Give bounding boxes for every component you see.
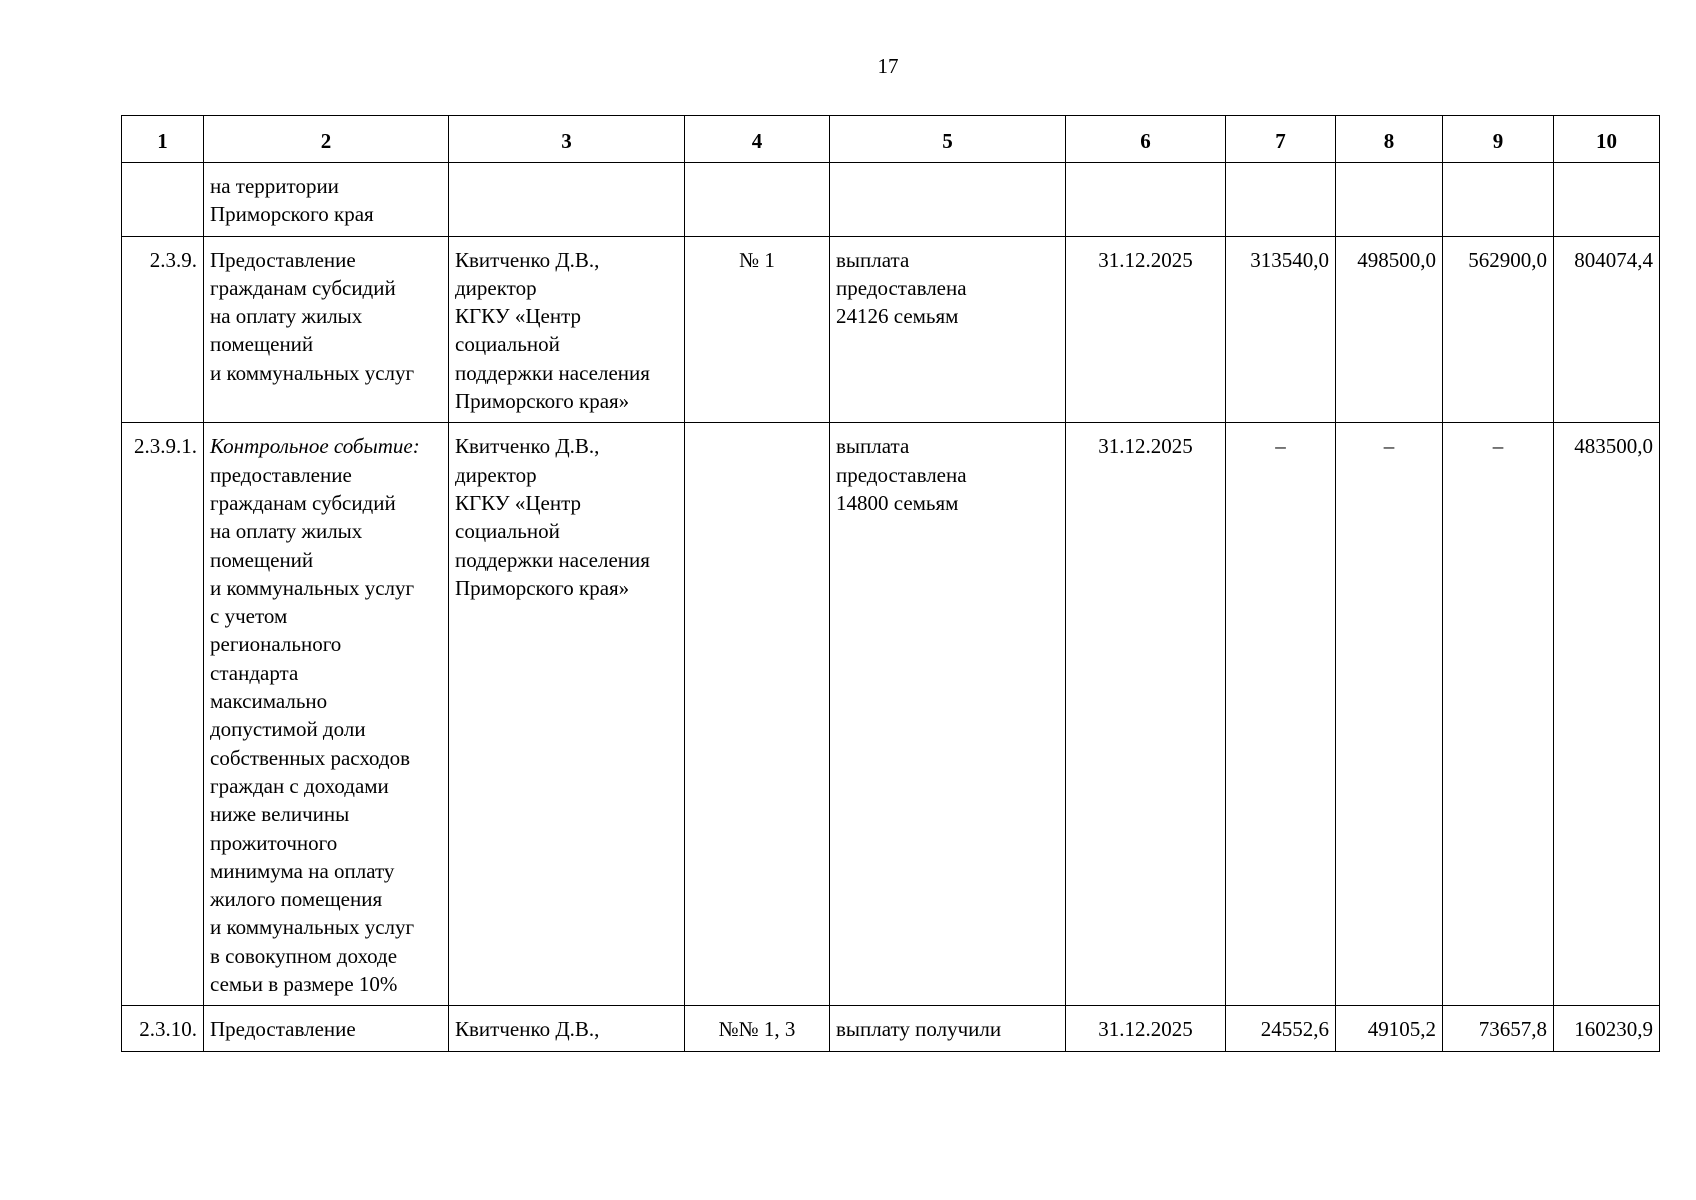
table-row [122, 1006, 1660, 1051]
activity-cell: на территории Приморского края [204, 163, 449, 237]
col-header-10: 10 [1554, 116, 1660, 163]
col-header-5: 5 [830, 116, 1066, 163]
reference-cell [685, 163, 830, 237]
date-cell [1066, 163, 1226, 237]
value-cell-10: 804074,4 [1554, 236, 1660, 423]
document-table [121, 115, 1660, 1052]
control-event-label: Контрольное событие: [210, 434, 420, 459]
value-cell-10: 160230,9 [1554, 1006, 1660, 1051]
value-cell-8 [1336, 163, 1443, 237]
row-number-cell: 2.3.10. [122, 1006, 204, 1051]
table-row [122, 236, 1660, 423]
value-cell-8: 498500,0 [1336, 236, 1443, 423]
activity-cell [204, 423, 449, 1006]
row-number-cell [122, 163, 204, 237]
col-header-7: 7 [1226, 116, 1336, 163]
value-cell-7: 313540,0 [1226, 236, 1336, 423]
responsible-cell: Квитченко Д.В., директор КГКУ «Центр социальной поддержки населения Приморского края» [449, 423, 685, 1006]
value-cell-10: 483500,0 [1554, 423, 1660, 1006]
col-header-1: 1 [122, 116, 204, 163]
col-header-2: 2 [204, 116, 449, 163]
date-cell: 31.12.2025 [1066, 423, 1226, 1006]
date-cell: 31.12.2025 [1066, 236, 1226, 423]
col-header-8: 8 [1336, 116, 1443, 163]
result-cell: выплата предоставлена 14800 семьям [830, 423, 1066, 1006]
responsible-cell [449, 163, 685, 237]
activity-text: предоставление гражданам субсидий на оплату жилых помещений и коммунальных услуг с учетом регионального стандарта максимально допустимой доли собственных расходов граждан с доходами ниже величины прожиточного минимума на оплату жилого помещения и коммунальных услуг в совокупном доходе семьи в размере 10% [210, 462, 415, 997]
value-cell-10 [1554, 163, 1660, 237]
activity-cell: Предоставление гражданам субсидий на оплату жилых помещений и коммунальных услуг [204, 236, 449, 423]
reference-cell [685, 423, 830, 1006]
col-header-4: 4 [685, 116, 830, 163]
value-cell-8: – [1336, 423, 1443, 1006]
row-number-cell: 2.3.9. [122, 236, 204, 423]
value-cell-7 [1226, 163, 1336, 237]
col-header-6: 6 [1066, 116, 1226, 163]
table-row [122, 423, 1660, 1006]
value-cell-9: – [1443, 423, 1554, 1006]
col-header-3: 3 [449, 116, 685, 163]
date-cell: 31.12.2025 [1066, 1006, 1226, 1051]
value-cell-7: – [1226, 423, 1336, 1006]
value-cell-8: 49105,2 [1336, 1006, 1443, 1051]
result-cell: выплату получили [830, 1006, 1066, 1051]
responsible-cell: Квитченко Д.В., [449, 1006, 685, 1051]
page-number: 17 [877, 54, 899, 78]
col-header-9: 9 [1443, 116, 1554, 163]
table-row [122, 163, 1660, 237]
header-row [122, 116, 1660, 163]
result-cell: выплата предоставлена 24126 семьям [830, 236, 1066, 423]
result-cell [830, 163, 1066, 237]
row-number-cell: 2.3.9.1. [122, 423, 204, 1006]
activity-cell: Предоставление [204, 1006, 449, 1051]
reference-cell: № 1 [685, 236, 830, 423]
value-cell-9: 73657,8 [1443, 1006, 1554, 1051]
value-cell-9: 562900,0 [1443, 236, 1554, 423]
value-cell-9 [1443, 163, 1554, 237]
responsible-cell: Квитченко Д.В., директор КГКУ «Центр социальной поддержки населения Приморского края» [449, 236, 685, 423]
value-cell-7: 24552,6 [1226, 1006, 1336, 1051]
reference-cell: №№ 1, 3 [685, 1006, 830, 1051]
